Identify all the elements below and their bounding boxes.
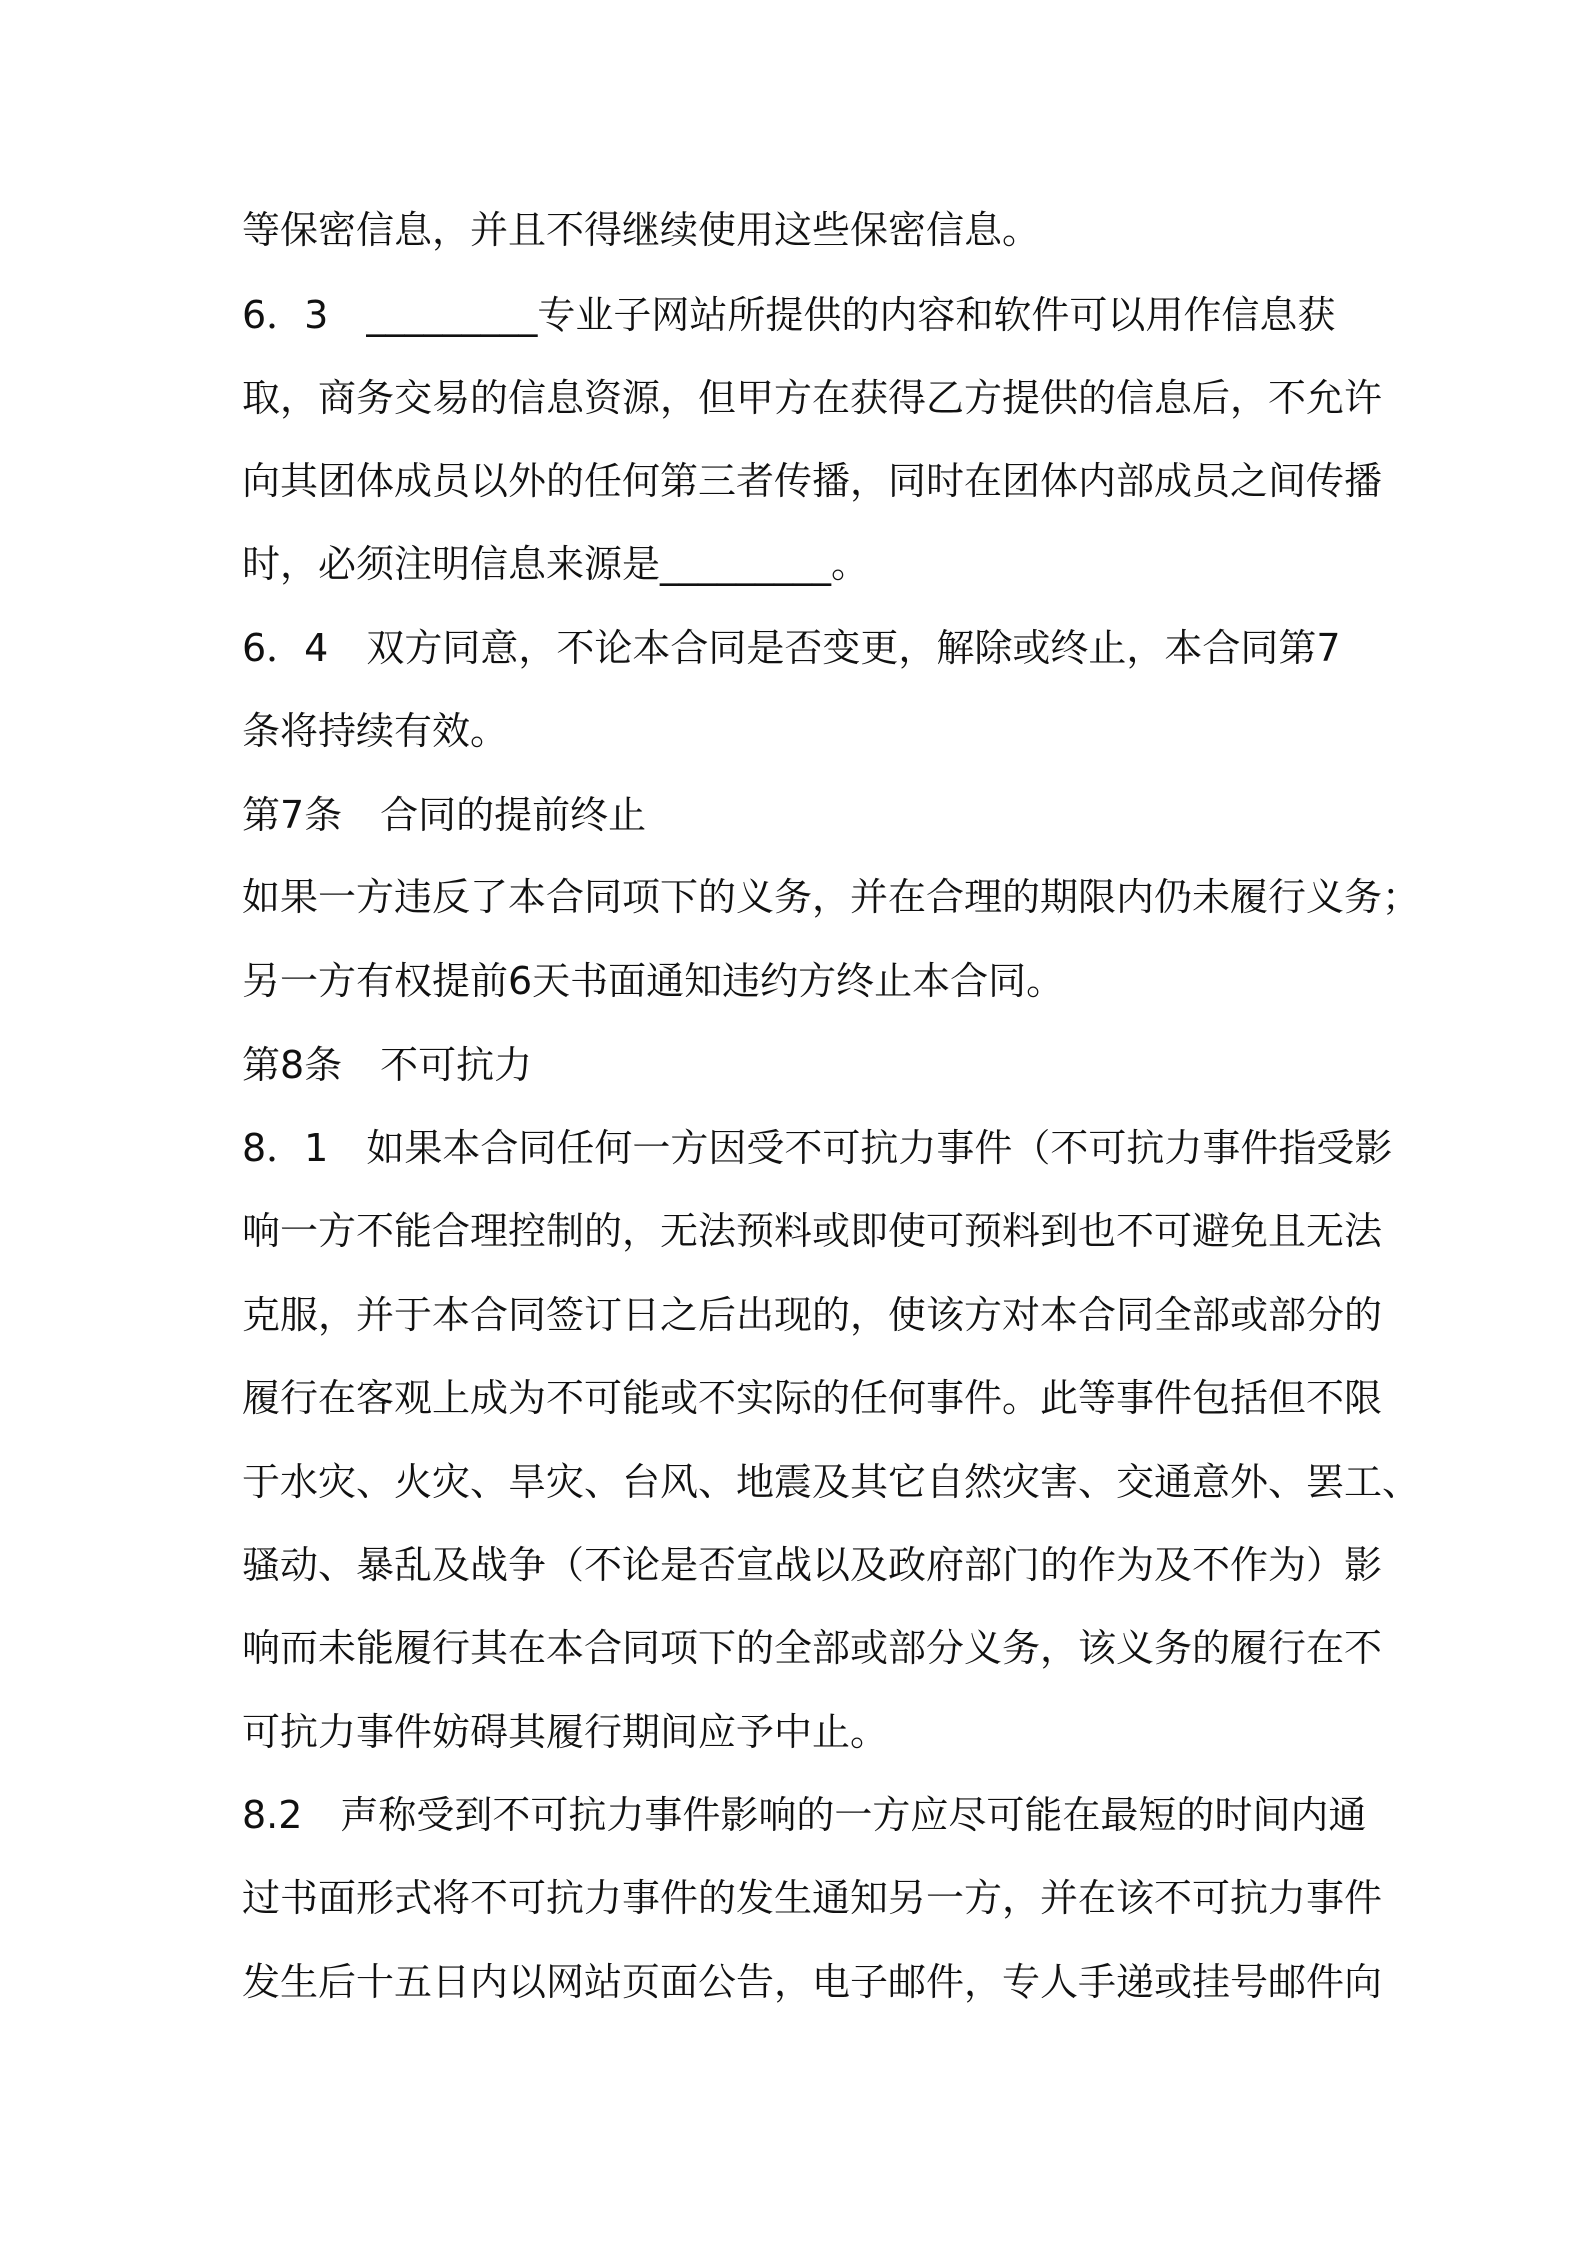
text-line: 向其团体成员以外的任何第三者传播，同时在团体内部成员之间传播 (242, 459, 1383, 503)
text-line: 6．3 _________专业子网站所提供的内容和软件可以用作信息获 (242, 293, 1336, 337)
text-line: 8．1 如果本合同任何一方因受不可抗力事件（不可抗力事件指受影 (242, 1126, 1393, 1170)
text-line: 可抗力事件妨碍其履行期间应予中止。 (242, 1710, 889, 1754)
text-line: 8.2 声称受到不可抗力事件影响的一方应尽可能在最短的时间内通 (242, 1793, 1367, 1837)
text-line: 另一方有权提前6天书面通知违约方终止本合同。 (242, 959, 1065, 1003)
section-heading: 第7条 合同的提前终止 (242, 793, 647, 837)
text-line: 发生后十五日内以网站页面公告，电子邮件，专人手递或挂号邮件向 (242, 1960, 1383, 2004)
text-line: 过书面形式将不可抗力事件的发生通知另一方，并在该不可抗力事件 (242, 1876, 1383, 1920)
text-line: 骚动、暴乱及战争（不论是否宣战以及政府部门的作为及不作为）影 (242, 1543, 1383, 1587)
text-line: 克服，并于本合同签订日之后出现的，使该方对本合同全部或部分的 (242, 1293, 1383, 1337)
text-line: 条将持续有效。 (242, 709, 509, 753)
text-line: 取，商务交易的信息资源，但甲方在获得乙方提供的信息后，不允许 (242, 376, 1383, 420)
text-line: 响而未能履行其在本合同项下的全部或部分义务，该义务的履行在不 (242, 1626, 1383, 1670)
text-line: 响一方不能合理控制的，无法预料或即使可预料到也不可避免且无法 (242, 1209, 1383, 1253)
text-line: 6．4 双方同意，不论本合同是否变更，解除或终止，本合同第7 (242, 626, 1341, 670)
text-line: 等保密信息，并且不得继续使用这些保密信息。 (242, 208, 1041, 252)
text-line: 如果一方违反了本合同项下的义务，并在合理的期限内仍未履行义务； (242, 875, 1421, 919)
text-line: 于水灾、火灾、旱灾、台风、地震及其它自然灾害、交通意外、罢工、 (242, 1460, 1421, 1504)
text-line: 时，必须注明信息来源是_________。 (242, 542, 870, 586)
text-line: 履行在客观上成为不可能或不实际的任何事件。此等事件包括但不限 (242, 1376, 1383, 1420)
section-heading: 第8条 不可抗力 (242, 1043, 533, 1087)
